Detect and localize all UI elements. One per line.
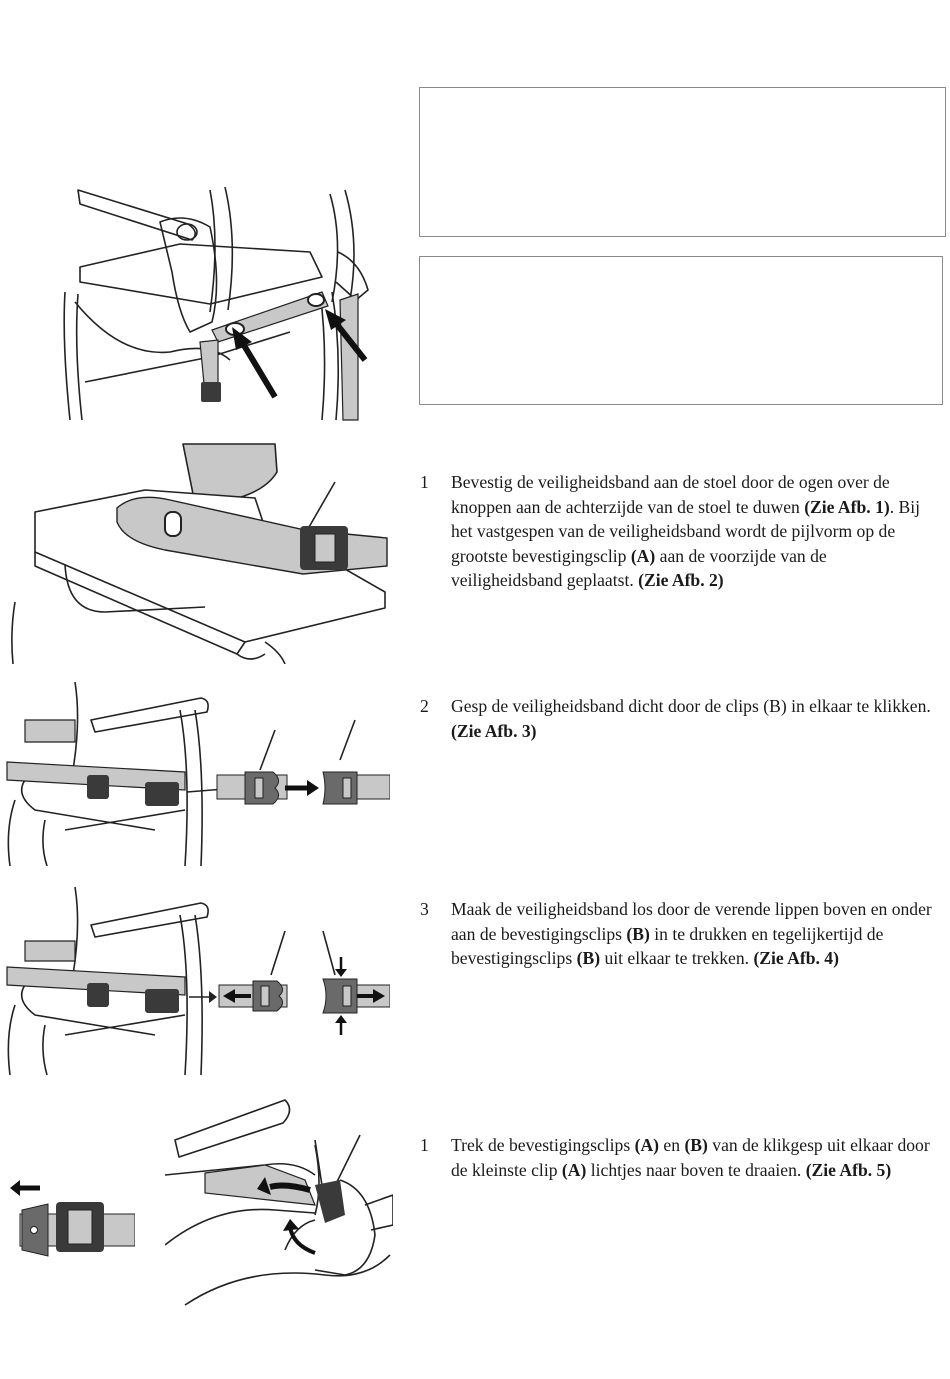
step-text-run: uit elkaar te trekken. [600, 948, 754, 968]
empty-box-middle [419, 256, 943, 405]
step-text-bold-run: (Zie Afb. 3) [451, 720, 537, 741]
figure-5a-buckle [10, 1170, 135, 1260]
step-text [451, 470, 942, 593]
step-text-bold-run: (A) [630, 545, 656, 566]
step-text-bold-run: (Zie Afb. 4) [753, 948, 839, 968]
step-text-bold-run: (Zie Afb. 5) [805, 1159, 892, 1180]
figure-2-seat-strap [5, 442, 393, 664]
step-text-run: in te drukken en tegelijkertijd de bevestigingsclips [451, 923, 884, 968]
step-3-release-clips [420, 897, 942, 971]
step-text-run: Gesp de veiligheidsband dicht door de clips (B) in elkaar te klikken. [451, 696, 931, 716]
empty-box-top [419, 87, 946, 237]
step-text [451, 897, 942, 971]
step-text-bold-run: (B) [684, 1135, 708, 1155]
step-text-run: Trek de bevestigingsclips [451, 1135, 635, 1155]
step-text-bold-run: (B) [626, 923, 650, 944]
step-number: 3 [420, 899, 429, 919]
step-number: 1 [420, 472, 429, 492]
step-2-close-clips [420, 694, 942, 743]
step-1-pull-buckle [420, 1133, 942, 1182]
step-text-bold-run: (Zie Afb. 1) [804, 496, 890, 517]
step-text-bold-run: (A) [634, 1135, 660, 1155]
figure-1-chair-back [60, 182, 390, 422]
step-number: 1 [420, 1135, 429, 1155]
step-text-run: en [659, 1135, 685, 1155]
step-text-run: aan de voorzijde van de veiligheidsband geplaatst. [451, 545, 827, 590]
step-text-run: Maak de veiligheidsband los door de verende lippen boven en onder aan de bevestigingsclips [451, 899, 932, 944]
step-1-attach-belt [420, 470, 942, 593]
step-text-bold-run: (A) [561, 1159, 587, 1180]
step-number: 2 [420, 696, 429, 716]
step-text-run: . Bij het vastgespen van de veiligheidsband wordt de pijlvorm op de grootste bevestigingsclip [451, 496, 921, 566]
step-text-bold-run: (B) [576, 948, 601, 968]
step-text-run: lichtjes naar boven te draaien. [586, 1159, 806, 1180]
step-text-run: van de klikgesp uit elkaar door de kleinste clip [451, 1135, 930, 1180]
step-text-bold-run: (Zie Afb. 2) [638, 570, 724, 590]
step-text-run: Bevestig de veiligheidsband aan de stoel door de ogen over de knoppen aan de achterzijde van de stoel te duwen [451, 472, 890, 517]
step-text [451, 1133, 942, 1182]
step-text [451, 694, 942, 743]
figure-4-clips-opening [5, 885, 390, 1085]
figure-5b-hands-releasing [165, 1095, 393, 1320]
figure-3-clips-closing [5, 680, 390, 866]
